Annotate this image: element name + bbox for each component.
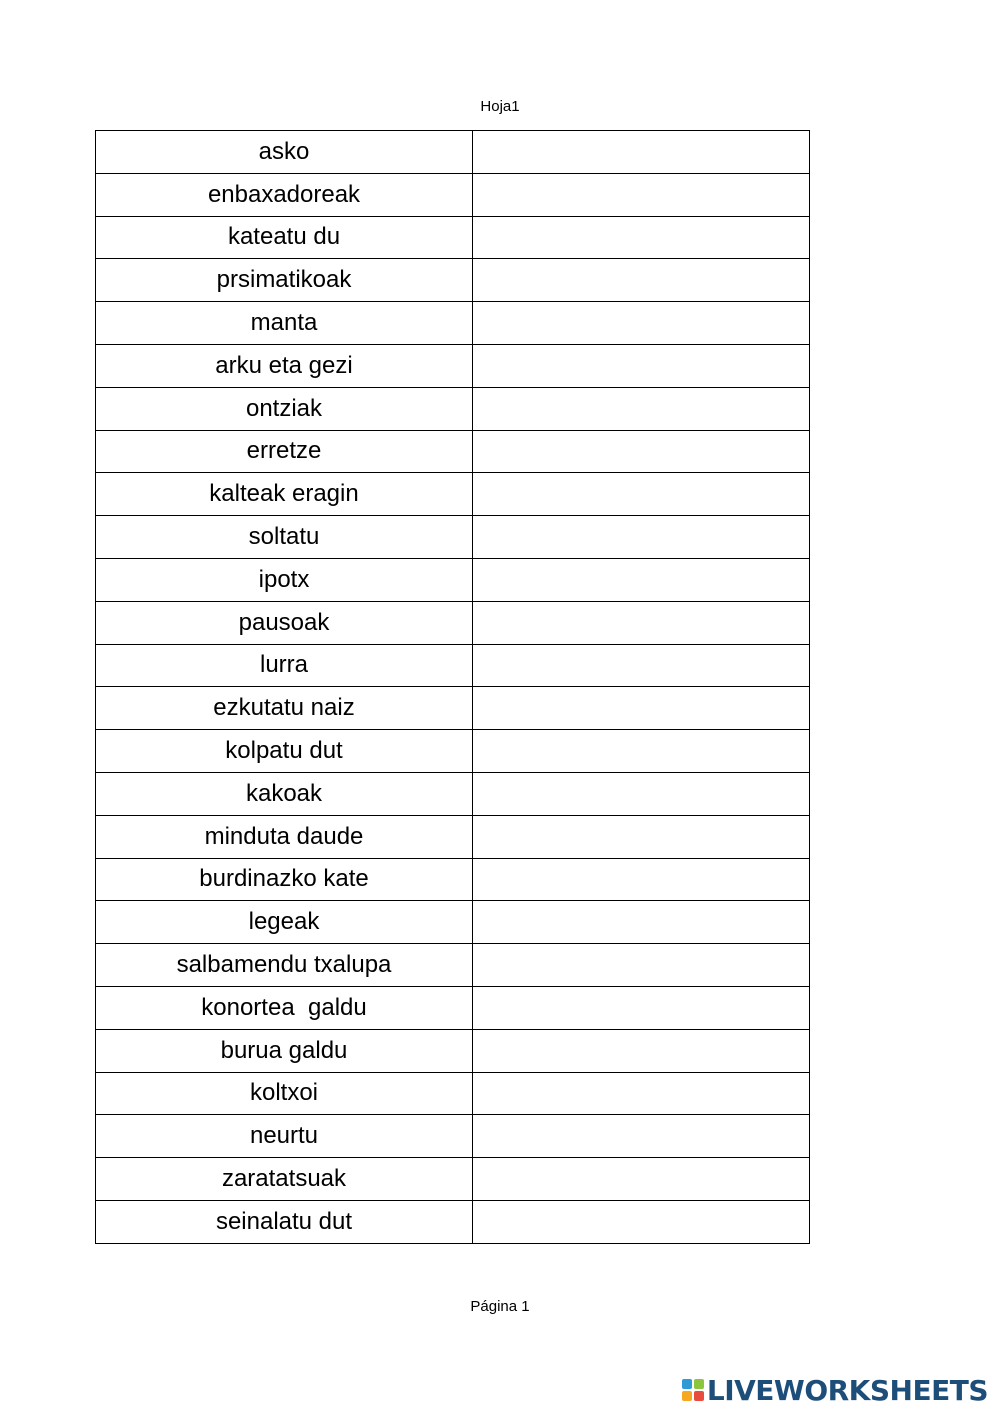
answer-cell[interactable] [473,302,810,345]
liveworksheets-logo-icon [682,1379,704,1401]
word-cell: kolpatu dut [96,730,473,773]
answer-cell[interactable] [473,644,810,687]
table-row [96,1200,810,1243]
answer-cell[interactable] [473,1072,810,1115]
word-cell: salbamendu txalupa [96,944,473,987]
vocabulary-table [95,130,810,1244]
answer-cell[interactable] [473,473,810,516]
table-row [96,173,810,216]
word-cell: seinalatu dut [96,1200,473,1243]
logo-tile [682,1391,692,1401]
answer-cell[interactable] [473,558,810,601]
word-cell: zaratatsuak [96,1158,473,1201]
table-row [96,944,810,987]
table-row [96,302,810,345]
table-row [96,901,810,944]
word-cell: manta [96,302,473,345]
answer-cell[interactable] [473,601,810,644]
logo-tile [694,1379,704,1389]
table-row [96,1029,810,1072]
page-footer: Página 1 [470,1298,530,1315]
word-cell: ipotx [96,558,473,601]
table-row [96,430,810,473]
word-cell: lurra [96,644,473,687]
word-cell: erretze [96,430,473,473]
word-cell: ontziak [96,387,473,430]
table-row [96,259,810,302]
answer-cell[interactable] [473,516,810,559]
answer-cell[interactable] [473,173,810,216]
table-row [96,516,810,559]
table-row [96,216,810,259]
answer-cell[interactable] [473,131,810,174]
logo-tile [682,1379,692,1389]
answer-cell[interactable] [473,344,810,387]
word-cell: asko [96,131,473,174]
vocabulary-table-body [96,131,810,1244]
word-cell: legeak [96,901,473,944]
table-row [96,387,810,430]
word-cell: burdinazko kate [96,858,473,901]
answer-cell[interactable] [473,387,810,430]
table-row [96,986,810,1029]
table-row [96,730,810,773]
word-cell: burua galdu [96,1029,473,1072]
word-cell: ezkutatu naiz [96,687,473,730]
table-row [96,1115,810,1158]
word-cell: neurtu [96,1115,473,1158]
answer-cell[interactable] [473,986,810,1029]
answer-cell[interactable] [473,1029,810,1072]
answer-cell[interactable] [473,1158,810,1201]
word-cell: enbaxadoreak [96,173,473,216]
table-row [96,687,810,730]
word-cell: arku eta gezi [96,344,473,387]
table-row [96,815,810,858]
answer-cell[interactable] [473,901,810,944]
word-cell: koltxoi [96,1072,473,1115]
word-cell: pausoak [96,601,473,644]
brand-name: LIVEWORKSHEETS [706,1373,988,1407]
answer-cell[interactable] [473,216,810,259]
table-row [96,772,810,815]
table-row [96,131,810,174]
table-row [96,473,810,516]
answer-cell[interactable] [473,772,810,815]
table-row [96,344,810,387]
word-cell: prsimatikoak [96,259,473,302]
word-cell: minduta daude [96,815,473,858]
brand-watermark [682,1374,988,1406]
answer-cell[interactable] [473,259,810,302]
answer-cell[interactable] [473,1115,810,1158]
table-row [96,1158,810,1201]
answer-cell[interactable] [473,815,810,858]
answer-cell[interactable] [473,858,810,901]
answer-cell[interactable] [473,944,810,987]
table-row [96,1072,810,1115]
table-row [96,601,810,644]
word-cell: soltatu [96,516,473,559]
table-row [96,644,810,687]
answer-cell[interactable] [473,730,810,773]
table-row [96,858,810,901]
word-cell: kalteak eragin [96,473,473,516]
answer-cell[interactable] [473,687,810,730]
word-cell: konortea galdu [96,986,473,1029]
word-cell: kateatu du [96,216,473,259]
answer-cell[interactable] [473,1200,810,1243]
sheet-header: Hoja1 [480,98,520,115]
answer-cell[interactable] [473,430,810,473]
table-row [96,558,810,601]
logo-tile [694,1391,704,1401]
word-cell: kakoak [96,772,473,815]
